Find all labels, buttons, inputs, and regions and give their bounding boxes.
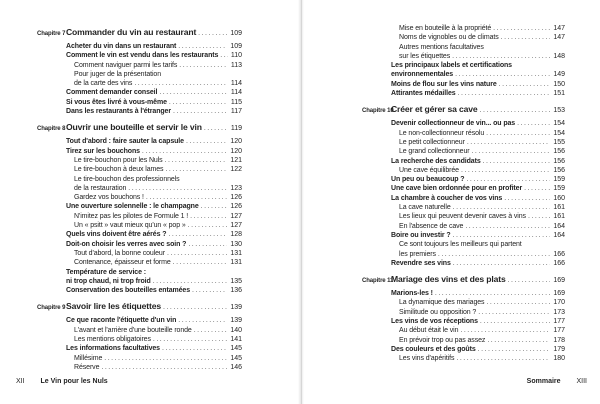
toc-entry — [37, 107, 242, 116]
toc-entry — [362, 298, 565, 307]
toc-entry — [37, 156, 242, 165]
toc-entry-text: Une ouverture solennelle : le champagne — [66, 203, 199, 211]
dot-leader — [466, 175, 550, 184]
dot-leader — [517, 119, 550, 128]
toc-entry-text: Tout d'abord : faire sauter la capsule — [66, 138, 184, 146]
toc-entry-text: Les principaux labels et certifications — [391, 62, 512, 70]
dot-leader — [478, 308, 550, 317]
chapter-number-label: Chapitre 7 — [37, 31, 66, 37]
page-number: 141 — [230, 336, 242, 344]
toc-entry-text: Conservation des bouteilles entamées — [66, 287, 190, 295]
page-number: 114 — [230, 80, 242, 88]
page-number: 126 — [230, 194, 242, 202]
dot-leader — [471, 147, 550, 156]
toc-entry-text: Dans les restaurants à l'étranger — [66, 108, 171, 116]
toc-entry — [362, 345, 565, 354]
toc-entry-text: de la carte des vins — [74, 80, 133, 88]
page-number: 164 — [553, 231, 565, 239]
toc-entry — [362, 119, 565, 128]
toc-entry — [362, 89, 565, 98]
toc-entry — [362, 240, 565, 249]
toc-entry — [362, 308, 565, 317]
toc-entry — [362, 212, 565, 221]
toc-entry — [37, 258, 242, 267]
page-number: 161 — [553, 204, 565, 212]
page-number: 120 — [230, 147, 242, 155]
toc-entry-text: Au début était le vin — [399, 327, 459, 335]
toc-entry-text: La chambre à coucher de vos vins — [391, 194, 503, 202]
toc-entry — [362, 194, 565, 203]
toc-entry-text: La cave naturelle — [399, 204, 451, 212]
toc-entry-text: Le grand collectionneur — [399, 148, 470, 156]
toc-entry-text: Comment le vin est vendu dans les restaurants — [66, 52, 219, 60]
dot-leader — [220, 51, 228, 60]
toc-entry-text: Ce que raconte l'étiquette d'un vin — [66, 317, 177, 325]
dot-leader — [153, 277, 228, 286]
toc-entry — [37, 249, 242, 258]
toc-chapter-heading — [37, 27, 242, 39]
page-number: 180 — [553, 355, 565, 363]
toc-entry — [362, 43, 565, 52]
toc-entry-text: Devenir collectionneur de vin... ou pas — [391, 120, 516, 128]
toc-entry-text: L'avant et l'arrière d'une bouteille ronde — [74, 326, 192, 334]
toc-entry — [37, 88, 242, 97]
page-number: 173 — [553, 308, 565, 316]
dot-leader — [194, 326, 228, 335]
dot-leader — [167, 249, 227, 258]
page-number: 131 — [230, 259, 242, 267]
page-number: 126 — [230, 203, 242, 211]
dot-leader — [104, 354, 227, 363]
toc-entry-text: Noms de vignobles ou de climats — [399, 34, 499, 42]
dot-leader — [478, 345, 551, 354]
toc-entry-text: Contenance, épaisseur et forme — [74, 259, 171, 267]
toc-entry-text: Autres mentions facultatives — [399, 43, 484, 51]
toc-entry-text: Un « psitt » vaut mieux qu'un « pop » — [74, 222, 186, 230]
toc-entry — [362, 52, 565, 61]
chapter-title: Ouvrir une bouteille et servir le vin — [66, 122, 202, 133]
toc-entry-text: Mise en bouteille à la propriété — [399, 25, 492, 32]
page-number: 159 — [553, 176, 565, 184]
toc-entry — [37, 335, 242, 344]
toc-entry-text: Réserve — [74, 363, 100, 371]
dot-leader — [198, 29, 227, 39]
chapter-title: Créer et gérer sa cave — [391, 104, 478, 115]
toc-entry-text: N'imitez pas les pilotes de Formule 1 ! — [74, 212, 189, 220]
page-number: 115 — [230, 98, 242, 106]
toc-entry-text: Le tire-bouchon des professionnels — [74, 175, 180, 183]
page-number: 131 — [230, 249, 242, 257]
toc-entry — [37, 184, 242, 193]
dot-leader — [190, 212, 227, 221]
toc-entry — [37, 221, 242, 230]
toc-entry — [37, 147, 242, 156]
toc-entry — [37, 326, 242, 335]
dot-leader — [480, 106, 551, 116]
toc-entry — [362, 61, 565, 70]
toc-entry-text: Millésime — [74, 354, 103, 362]
toc-entry — [362, 80, 565, 89]
page-number: 177 — [553, 327, 565, 335]
toc-entry — [37, 363, 242, 372]
running-title-left: Le Vin pour les Nuls — [40, 378, 108, 385]
toc-entry — [37, 175, 242, 184]
dot-leader — [173, 258, 228, 267]
toc-entry-text: En prévoir trop ou pas assez — [399, 336, 486, 344]
dot-leader — [486, 298, 550, 307]
page-number: 145 — [230, 345, 242, 353]
toc-entry-text: Moins de flou sur les vins nature — [391, 80, 497, 88]
toc-chapter-heading — [362, 274, 565, 286]
toc-entry-text: Température de service : — [66, 268, 146, 276]
dot-leader — [465, 222, 550, 231]
page-number: 140 — [230, 326, 242, 334]
page-number: 135 — [230, 277, 242, 285]
page-number: 136 — [230, 287, 242, 295]
toc-entry-text: Marions-les ! — [391, 290, 433, 298]
dot-leader — [178, 42, 227, 51]
page-number: 156 — [553, 166, 565, 174]
toc-entry-text: Comment demander conseil — [66, 89, 158, 97]
chapter-title: Commander du vin au restaurant — [66, 27, 197, 37]
page-number: 127 — [230, 222, 242, 230]
toc-entry — [37, 42, 242, 51]
folio-left: XII — [16, 378, 25, 385]
toc-entry-text: Ce sont toujours les meilleurs qui partent — [399, 241, 522, 249]
toc-entry-text: les premiers — [399, 250, 436, 258]
toc-entry — [37, 79, 242, 88]
toc-entry — [37, 344, 242, 353]
toc-entry — [362, 175, 565, 184]
toc-entry — [362, 138, 565, 147]
toc-entry-text: de la restauration — [74, 184, 127, 192]
dot-leader — [142, 147, 227, 156]
chapter-number-label: Chapitre 8 — [37, 126, 66, 133]
toc-entry — [362, 336, 565, 345]
dot-leader — [204, 124, 228, 134]
toc-entry — [37, 202, 242, 211]
dot-leader — [153, 335, 227, 344]
toc-entry-text: Similitude ou opposition ? — [399, 308, 477, 316]
page-number: 164 — [553, 222, 565, 230]
chapter-number-label: Chapitre 10 — [362, 108, 394, 115]
toc-entry-text: sur les étiquettes — [399, 52, 451, 60]
toc-entry — [37, 70, 242, 79]
toc-entry — [362, 33, 565, 42]
dot-leader — [493, 24, 550, 33]
toc-entry-text: Quels vins doivent être aérés ? — [66, 231, 167, 239]
page-number: 166 — [553, 250, 565, 258]
page-number: 155 — [553, 138, 565, 146]
dot-leader — [165, 156, 228, 165]
dot-leader — [467, 138, 551, 147]
toc-entry-text: Les lieux qui peuvent devenir caves à vins — [399, 213, 526, 221]
toc-entry-text: Revendre ses vins — [391, 259, 451, 267]
toc-entry-text: Tout d'abord, la bonne couleur — [74, 249, 165, 257]
toc-entry-text: Comment naviguer parmi les tarifs — [74, 61, 178, 69]
page-number: 121 — [230, 156, 242, 164]
page-number: 145 — [230, 354, 242, 362]
toc-entry-text: Les mentions obligatoires — [74, 336, 151, 344]
toc-entry-text: Doit-on choisir les verres avec soin ? — [66, 240, 187, 248]
toc-entry — [362, 259, 565, 268]
folio-right: XIII — [576, 378, 587, 385]
toc-entry-text: Le tire-bouchon à deux lames — [74, 166, 164, 174]
toc-entry-text: Le non-collectionneur résolu — [399, 129, 485, 137]
toc-right-page — [362, 24, 565, 364]
toc-entry — [37, 61, 242, 70]
dot-leader — [453, 231, 551, 240]
toc-entry-text: Des couleurs et des goûts — [391, 345, 476, 353]
toc-entry — [362, 317, 565, 326]
toc-entry — [362, 326, 565, 335]
dot-leader — [146, 193, 227, 202]
toc-entry-text: Une cave bien ordonnée pour en profiter — [391, 185, 523, 193]
page-number: 156 — [553, 148, 565, 156]
dot-leader — [201, 202, 228, 211]
toc-entry — [362, 250, 565, 259]
page-number: 169 — [553, 290, 565, 298]
dot-leader — [499, 80, 551, 89]
page-number: 127 — [230, 212, 242, 220]
page-number: 151 — [553, 90, 565, 98]
page-number: 148 — [553, 52, 565, 60]
page-number: 109 — [230, 43, 242, 50]
chapter-number-label: Chapitre 11 — [362, 278, 394, 285]
toc-entry — [362, 70, 565, 79]
page-number: 169 — [553, 277, 565, 285]
dot-leader — [501, 33, 551, 42]
dot-leader — [504, 194, 550, 203]
dot-leader — [487, 336, 550, 345]
chapter-title: Mariage des vins et des plats — [391, 274, 506, 285]
toc-entry — [362, 289, 565, 298]
dot-leader — [524, 184, 550, 193]
toc-entry — [37, 193, 242, 202]
chapter-number-label: Chapitre 9 — [37, 305, 66, 312]
page-number: 178 — [553, 336, 565, 344]
toc-chapter-heading — [37, 122, 242, 134]
page-number: 170 — [553, 299, 565, 307]
dot-leader — [162, 344, 227, 353]
footer-left — [16, 377, 108, 386]
toc-entry-text: Le petit collectionneur — [399, 138, 465, 146]
toc-entry — [37, 212, 242, 221]
page-number: 149 — [553, 71, 565, 79]
dot-leader — [169, 98, 228, 107]
page-number: 128 — [230, 231, 242, 239]
toc-entry — [37, 165, 242, 174]
dot-leader — [128, 184, 227, 193]
toc-left-page — [37, 21, 242, 372]
page-gutter-divider — [301, 0, 302, 404]
dot-leader — [486, 129, 550, 138]
toc-entry-text: Une cave équilibrée — [399, 166, 459, 174]
page-number: 147 — [553, 34, 565, 42]
dot-leader — [455, 70, 550, 79]
dot-leader — [163, 303, 227, 313]
page-number: 119 — [230, 125, 242, 133]
toc-entry — [362, 222, 565, 231]
toc-entry-text: environnementales — [391, 71, 454, 79]
page-number: 123 — [230, 184, 242, 192]
toc-entry-text: Un peu ou beaucoup ? — [391, 176, 465, 184]
toc-entry-text: Tirez sur les bouchons — [66, 147, 140, 155]
page-number: 154 — [553, 120, 565, 128]
page-number: 117 — [230, 108, 242, 116]
toc-entry-text: Pour juger de la présentation — [74, 70, 161, 78]
page-number: 160 — [553, 194, 565, 202]
page-number: 109 — [230, 30, 242, 37]
dot-leader — [188, 221, 228, 230]
toc-entry-text: Acheter du vin dans un restaurant — [66, 43, 177, 50]
page-number: 139 — [230, 317, 242, 325]
page-number: 122 — [230, 166, 242, 174]
toc-entry — [37, 277, 242, 286]
dot-leader — [188, 240, 227, 249]
toc-entry-text: Les vins d'apéritifs — [399, 355, 455, 363]
toc-entry — [362, 166, 565, 175]
toc-entry — [37, 230, 242, 239]
toc-entry — [362, 203, 565, 212]
toc-entry — [362, 129, 565, 138]
toc-entry — [362, 354, 565, 363]
page-number: 130 — [230, 240, 242, 248]
dot-leader — [159, 88, 227, 97]
toc-entry — [37, 51, 242, 60]
toc-entry-text: La dynamique des mariages — [399, 299, 485, 307]
toc-entry-text: Les informations facultatives — [66, 345, 160, 353]
page-number: 177 — [553, 318, 565, 326]
toc-entry — [37, 240, 242, 249]
toc-entry-text: Gardez vos bouchons ! — [74, 194, 144, 202]
dot-leader — [192, 286, 227, 295]
dot-leader — [508, 276, 551, 286]
toc-entry-text: Boire ou investir ? — [391, 231, 451, 239]
toc-entry — [362, 184, 565, 193]
dot-leader — [453, 259, 551, 268]
toc-entry — [362, 147, 565, 156]
page-number: 156 — [553, 157, 565, 165]
page-number: 179 — [553, 345, 565, 353]
page-number: 147 — [553, 25, 565, 32]
dot-leader — [165, 165, 227, 174]
dot-leader — [438, 250, 550, 259]
toc-entry — [37, 98, 242, 107]
page-number: 154 — [553, 129, 565, 137]
page-number: 153 — [553, 107, 565, 115]
page-number: 146 — [230, 363, 242, 371]
toc-entry-text: Attirantes médailles — [391, 90, 456, 98]
page-number: 120 — [230, 138, 242, 146]
toc-entry-text: Si vous êtes livré à vous-même — [66, 98, 167, 106]
footer-right — [527, 377, 587, 386]
running-title-right: Sommaire — [526, 378, 561, 385]
dot-leader — [480, 317, 550, 326]
page-number: 113 — [230, 61, 242, 69]
dot-leader — [178, 316, 227, 325]
page-number: 110 — [230, 52, 242, 60]
page-number: 161 — [553, 213, 565, 221]
dot-leader — [483, 157, 551, 166]
dot-leader — [456, 354, 550, 363]
dot-leader — [435, 289, 550, 298]
toc-entry-text: Le tire-bouchon pour les Nuls — [74, 156, 163, 164]
page-number: 166 — [553, 259, 565, 267]
toc-entry — [362, 24, 565, 33]
toc-entry — [37, 354, 242, 363]
toc-entry-text: La recherche des candidats — [391, 157, 481, 165]
page-number: 159 — [553, 185, 565, 193]
toc-entry-text: ni trop chaud, ni trop froid — [66, 277, 151, 285]
toc-entry-text: Les vins de vos réceptions — [391, 318, 478, 326]
dot-leader — [460, 326, 550, 335]
toc-entry-text: En l'absence de cave — [399, 222, 464, 230]
dot-leader — [186, 137, 227, 146]
dot-leader — [458, 89, 551, 98]
dot-leader — [101, 363, 227, 372]
dot-leader — [453, 203, 551, 212]
dot-leader — [168, 230, 227, 239]
toc-entry — [37, 316, 242, 325]
toc-entry — [37, 286, 242, 295]
toc-entry — [362, 231, 565, 240]
toc-entry — [37, 137, 242, 146]
dot-leader — [179, 61, 228, 70]
dot-leader — [528, 212, 550, 221]
dot-leader — [452, 52, 550, 61]
chapter-title: Savoir lire les étiquettes — [66, 301, 161, 312]
toc-chapter-heading — [362, 104, 565, 116]
page-number: 150 — [553, 80, 565, 88]
dot-leader — [461, 166, 550, 175]
toc-entry — [37, 268, 242, 277]
toc-entry — [362, 157, 565, 166]
page-number: 139 — [230, 304, 242, 312]
dot-leader — [173, 107, 228, 116]
toc-chapter-heading — [37, 301, 242, 313]
dot-leader — [134, 79, 228, 88]
page-number: 114 — [230, 89, 242, 97]
